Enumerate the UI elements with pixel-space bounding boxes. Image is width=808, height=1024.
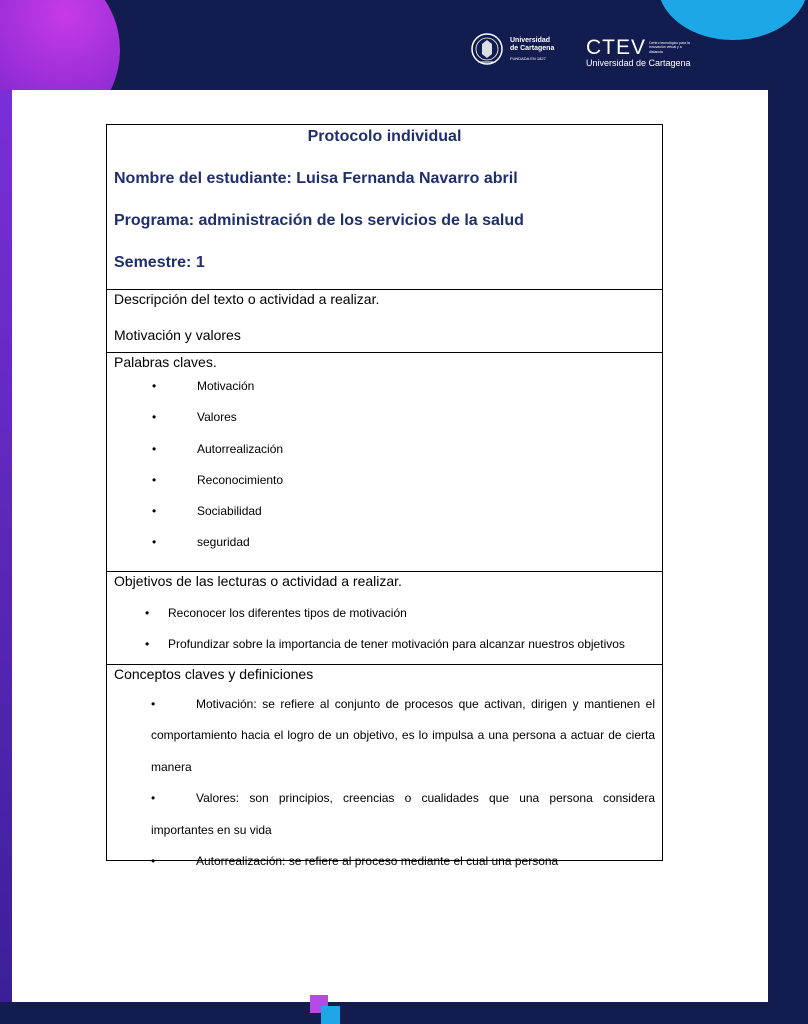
list-item <box>114 629 655 660</box>
description-heading: Descripción del texto o actividad a realizar. <box>114 291 380 307</box>
semester: Semestre: 1 <box>114 254 205 271</box>
program-name: Programa: administración de los servicios de la salud <box>114 212 524 229</box>
crest-icon <box>470 32 504 68</box>
keywords-list <box>114 379 655 567</box>
bullet: • <box>151 696 156 711</box>
list-item <box>114 379 655 410</box>
bullet: • <box>152 472 157 487</box>
concept-text: Valores: son principios, creencias o cualidades que una persona considera importantes en su vida <box>151 791 655 837</box>
bullet: • <box>152 441 157 456</box>
ctev-logo <box>586 37 691 68</box>
list-item <box>114 535 655 566</box>
bullet: • <box>145 605 150 620</box>
list-item <box>114 442 655 473</box>
list-item <box>114 410 655 441</box>
document-title: Protocolo individual <box>307 128 462 145</box>
keyword: Reconocimiento <box>197 472 284 487</box>
description-row <box>107 290 663 353</box>
description-cell <box>107 290 663 353</box>
keywords-heading: Palabras claves. <box>114 354 217 370</box>
decorative-square-cyan <box>321 1006 340 1024</box>
uc-logo-line1: Universidad <box>510 37 551 44</box>
keyword: Valores <box>197 410 237 425</box>
bullet: • <box>152 410 157 425</box>
objective-text: Reconocer los diferentes tipos de motivación <box>168 605 407 620</box>
list-item <box>151 689 655 784</box>
ctev-tagline: Centro tecnológico para la innovación virtual y a distancia <box>649 40 690 54</box>
concepts-cell <box>107 664 663 869</box>
list-item <box>114 473 655 504</box>
keywords-row <box>107 353 663 572</box>
bullet: • <box>151 854 156 869</box>
keyword: Autorrealización <box>197 441 284 456</box>
keyword: Motivación <box>197 379 255 393</box>
objectives-row <box>107 571 663 664</box>
uc-logo-line3: FUNDADA EN 1827 <box>510 56 546 61</box>
concepts-list <box>114 689 655 869</box>
concept-text: Autorrealización: se refiere al proceso mediante el cual una persona <box>196 854 559 869</box>
protocol-table <box>106 124 663 869</box>
objectives-list <box>114 598 655 660</box>
bullet: • <box>151 791 156 806</box>
keyword: seguridad <box>197 535 250 550</box>
ctev-subtitle: Universidad de Cartagena <box>586 58 691 68</box>
keyword: Sociabilidad <box>197 504 262 519</box>
concepts-row <box>107 664 663 861</box>
concept-text: Motivación: se refiere al conjunto de procesos que activan, dirigen y mantienen el comportamiento hacia el logro de un objetivo, es lo impulsa a una persona a actuar de cierta manera <box>151 696 655 774</box>
concepts-heading: Conceptos claves y definiciones <box>114 665 314 682</box>
header-row <box>107 125 663 290</box>
left-accent-strip <box>0 90 12 1002</box>
list-item <box>114 504 655 535</box>
decorative-circle-cyan <box>658 0 808 40</box>
uc-logo-line2: de Cartagena <box>510 45 555 52</box>
document-page <box>12 90 768 1002</box>
list-item <box>151 846 655 869</box>
bullet: • <box>152 535 157 550</box>
bullet: • <box>152 379 157 393</box>
bullet: • <box>145 636 150 651</box>
description-text: Motivación y valores <box>114 327 241 343</box>
header-cell <box>107 125 663 290</box>
list-item <box>114 598 655 629</box>
objectives-cell <box>107 571 663 664</box>
list-item <box>151 783 655 846</box>
universidad-cartagena-logo <box>470 32 554 68</box>
bullet: • <box>152 504 157 519</box>
student-name: Nombre del estudiante: Luisa Fernanda Navarro abril <box>114 170 518 187</box>
objective-text: Profundizar sobre la importancia de tener motivación para alcanzar nuestros objetivos <box>168 636 625 651</box>
footer-bar <box>0 1002 768 1024</box>
keywords-cell <box>107 353 663 572</box>
objectives-heading: Objetivos de las lecturas o actividad a realizar. <box>114 572 402 589</box>
ctev-wordmark: CTEV <box>586 36 647 59</box>
